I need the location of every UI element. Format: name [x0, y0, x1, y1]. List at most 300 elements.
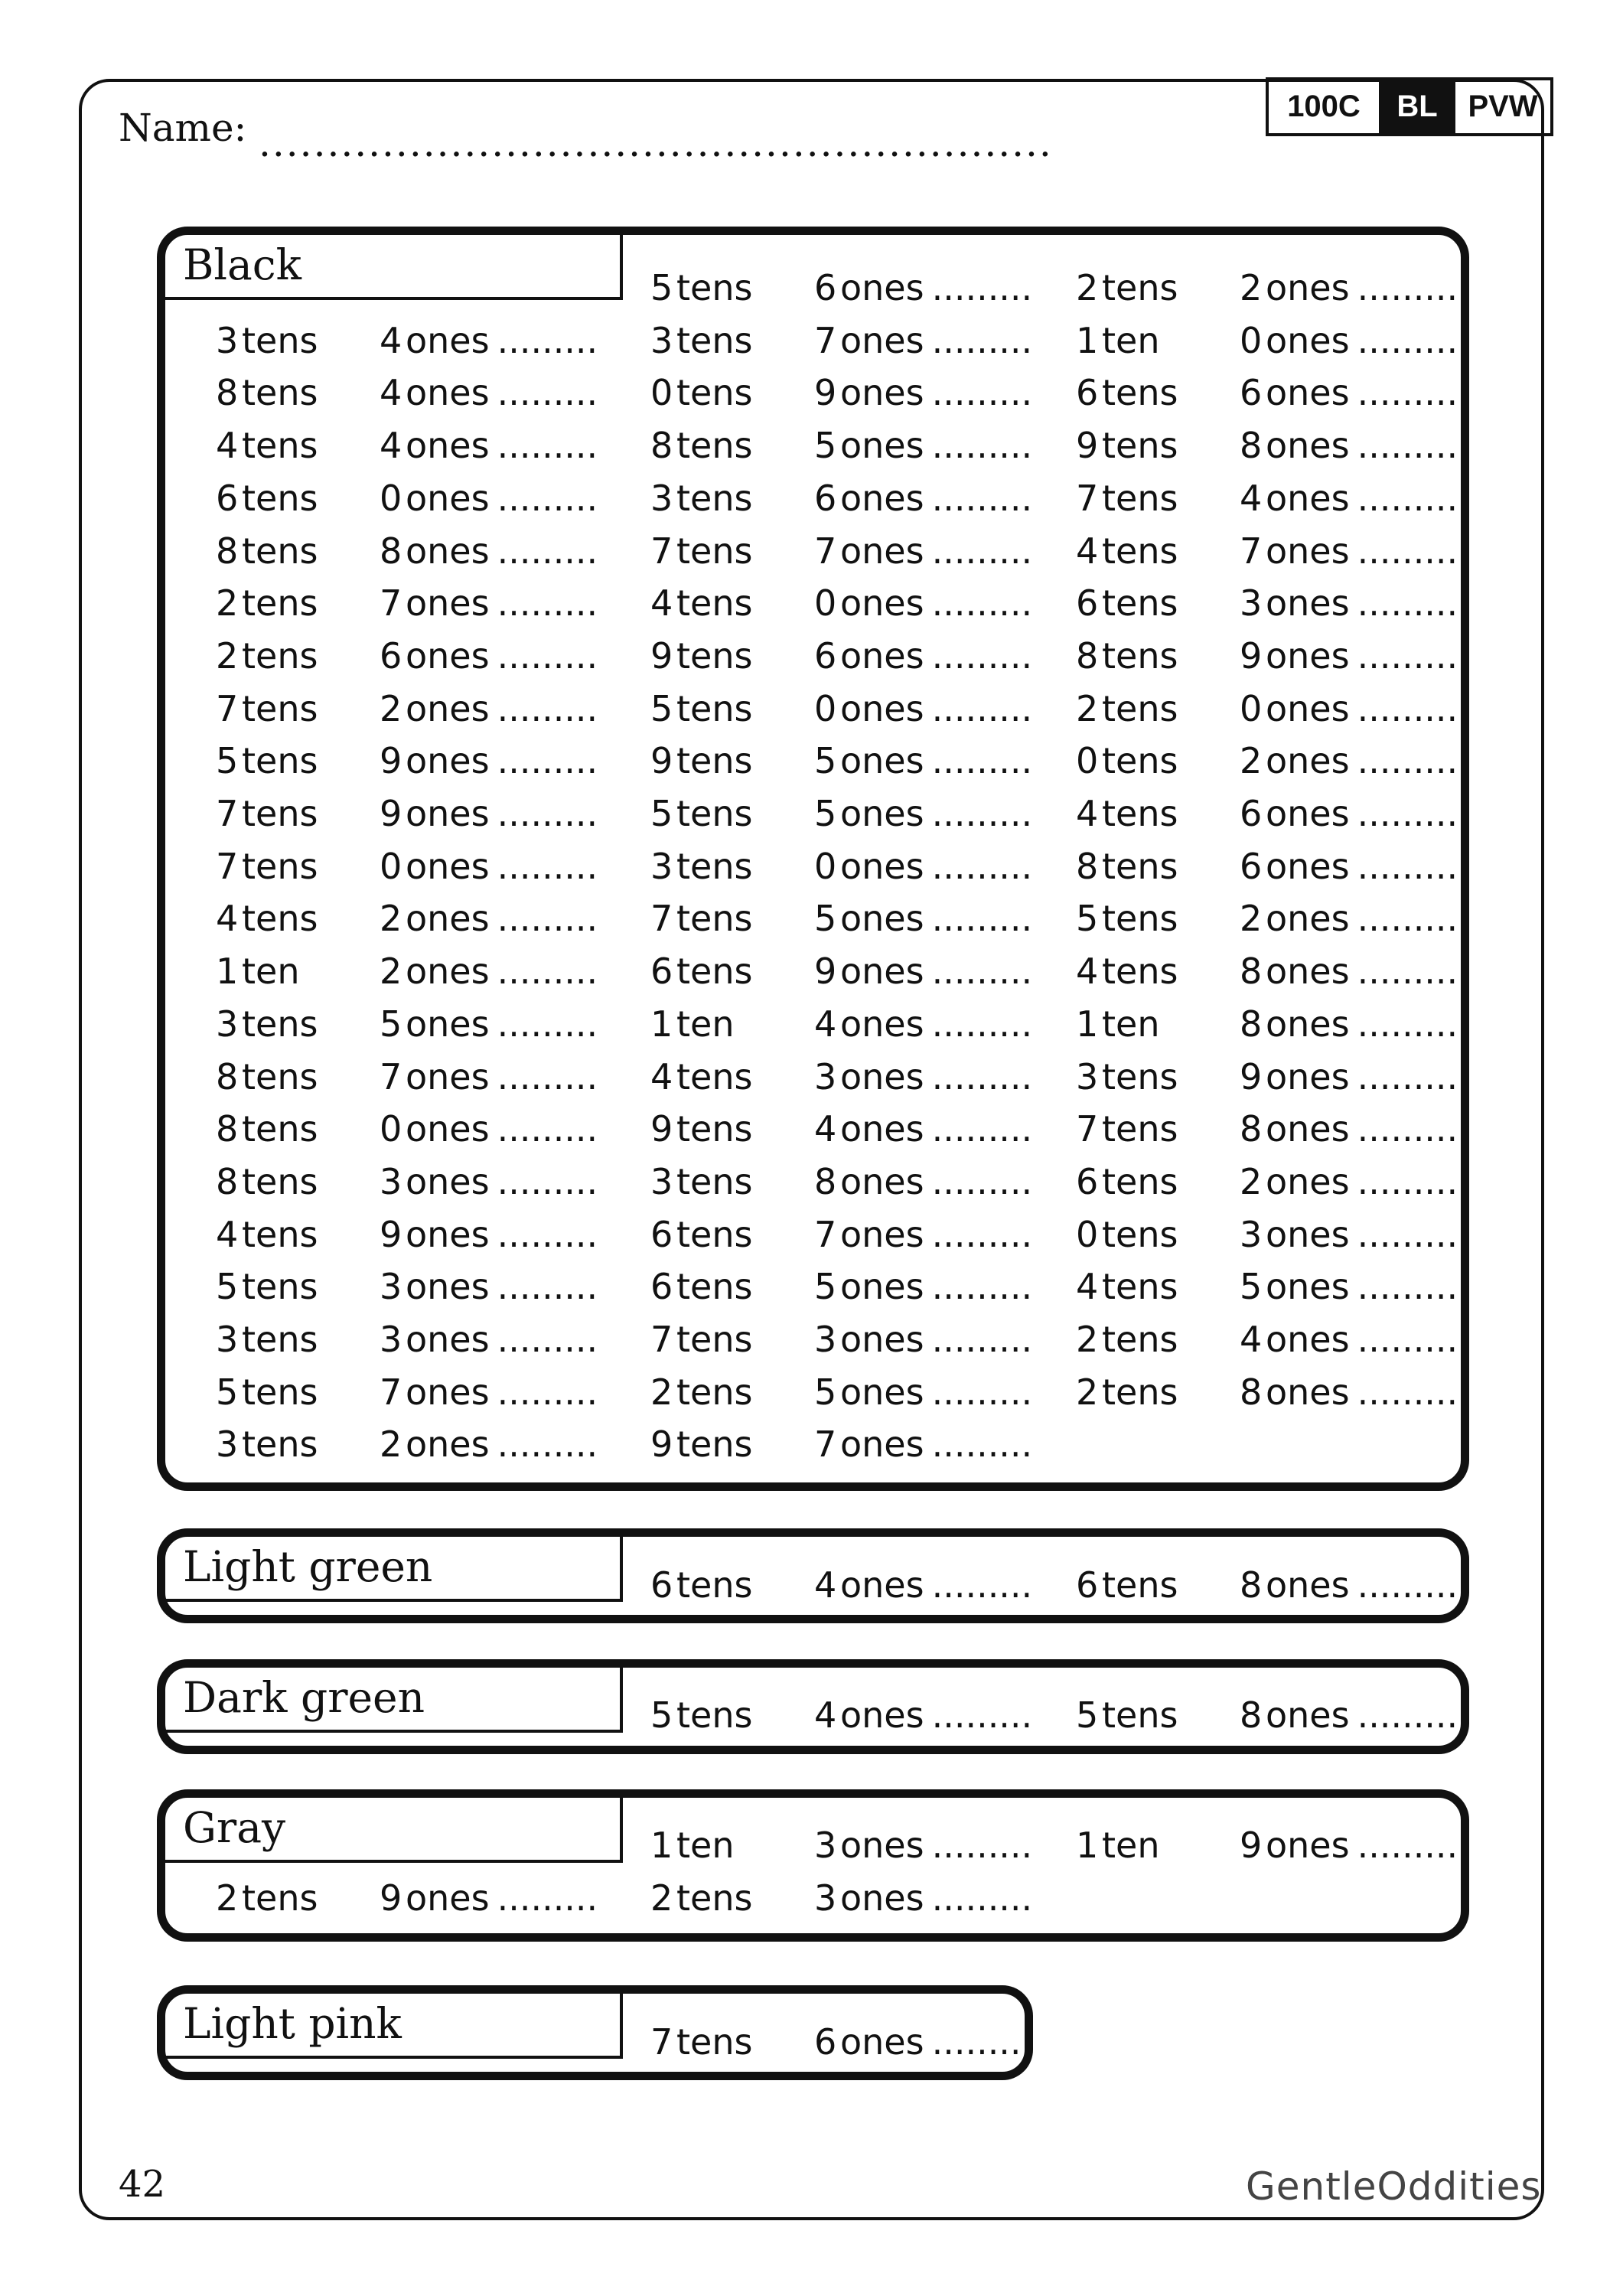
- ones-unit: ones: [840, 1319, 924, 1360]
- ones-digit: 3: [814, 1877, 837, 1919]
- tens-unit: tens: [242, 319, 318, 361]
- answer-blank[interactable]: .........: [497, 372, 598, 414]
- ones-unit: ones: [406, 740, 490, 782]
- tens-unit: tens: [242, 845, 318, 887]
- answer-blank[interactable]: .........: [497, 634, 598, 677]
- ones-unit: ones: [406, 845, 490, 887]
- tens-unit: tens: [1102, 1266, 1178, 1308]
- answer-blank[interactable]: .........: [1357, 1564, 1458, 1606]
- answer-blank[interactable]: .........: [1357, 319, 1458, 361]
- tens-digit: 8: [216, 372, 239, 414]
- tens-unit: tens: [1102, 740, 1178, 782]
- answer-blank[interactable]: .........: [497, 530, 598, 572]
- answer-blank[interactable]: .........: [931, 1266, 1033, 1308]
- answer-blank[interactable]: .........: [1357, 1108, 1458, 1150]
- ones-unit: ones: [840, 425, 924, 467]
- ones-digit: 4: [814, 1564, 837, 1606]
- answer-blank[interactable]: .........: [931, 530, 1033, 572]
- answer-blank[interactable]: .........: [931, 951, 1033, 993]
- tens-digit: 4: [216, 898, 239, 940]
- answer-blank[interactable]: .........: [497, 319, 598, 361]
- ones-unit: ones: [840, 634, 924, 677]
- tens-unit: tens: [676, 425, 753, 467]
- place-value-item: [216, 425, 598, 467]
- ones-unit: ones: [840, 1424, 924, 1466]
- ones-digit: 4: [814, 1003, 837, 1045]
- tens-digit: 5: [650, 687, 673, 729]
- ones-unit: ones: [1266, 1319, 1350, 1360]
- ones-unit: ones: [840, 530, 924, 572]
- section-title: Dark green: [165, 1668, 623, 1733]
- tens-unit: tens: [242, 634, 318, 677]
- answer-blank[interactable]: .........: [497, 1319, 598, 1360]
- tens-digit: 2: [1076, 1319, 1099, 1360]
- tens-unit: tens: [1102, 845, 1178, 887]
- answer-blank[interactable]: .........: [1357, 845, 1458, 887]
- place-value-item: [216, 1877, 598, 1919]
- answer-blank[interactable]: .........: [1357, 1371, 1458, 1413]
- tens-unit: ten: [242, 951, 300, 993]
- tens-unit: tens: [676, 793, 753, 834]
- tens-unit: tens: [1102, 372, 1178, 414]
- answer-blank[interactable]: .........: [497, 1055, 598, 1097]
- answer-blank[interactable]: .........: [931, 1319, 1033, 1360]
- ones-digit: 2: [380, 1424, 402, 1466]
- place-value-item: [1076, 1003, 1458, 1045]
- answer-blank[interactable]: .........: [497, 951, 598, 993]
- ones-digit: 6: [1240, 793, 1263, 834]
- place-value-item: [216, 1319, 598, 1360]
- ones-unit: ones: [840, 1055, 924, 1097]
- place-value-item: [216, 1424, 598, 1466]
- answer-blank[interactable]: .........: [1357, 530, 1458, 572]
- ones-unit: ones: [406, 1003, 490, 1045]
- ones-unit: ones: [406, 530, 490, 572]
- place-value-item: [650, 740, 1033, 782]
- answer-blank[interactable]: .........: [497, 582, 598, 625]
- ones-unit: ones: [406, 1371, 490, 1413]
- ones-unit: ones: [1266, 267, 1350, 308]
- tens-digit: 3: [650, 1160, 673, 1202]
- tens-unit: tens: [1102, 951, 1178, 993]
- tens-unit: tens: [242, 530, 318, 572]
- place-value-item: [216, 687, 598, 729]
- answer-blank[interactable]: .........: [1357, 1266, 1458, 1308]
- answer-blank[interactable]: .........: [1357, 1055, 1458, 1097]
- section-title: Light green: [165, 1537, 623, 1602]
- ones-unit: ones: [406, 1213, 490, 1255]
- ones-digit: 6: [814, 477, 837, 519]
- place-value-item: [650, 477, 1033, 519]
- ones-unit: ones: [840, 319, 924, 361]
- tens-unit: tens: [242, 425, 318, 467]
- ones-digit: 9: [1240, 1825, 1263, 1866]
- place-value-item: [650, 845, 1033, 887]
- tens-unit: tens: [1102, 1160, 1178, 1202]
- answer-blank[interactable]: .........: [931, 425, 1033, 467]
- ones-digit: 2: [1240, 898, 1263, 940]
- tens-digit: 8: [216, 530, 239, 572]
- ones-digit: 0: [814, 582, 837, 625]
- tens-unit: tens: [676, 898, 753, 940]
- ones-unit: ones: [1266, 319, 1350, 361]
- answer-blank[interactable]: .........: [497, 687, 598, 729]
- ones-unit: ones: [406, 319, 490, 361]
- ones-digit: 0: [380, 1108, 402, 1150]
- place-value-item: [216, 1266, 598, 1308]
- tens-unit: tens: [676, 1564, 753, 1606]
- ones-unit: ones: [1266, 1055, 1350, 1097]
- tens-digit: 1: [1076, 1825, 1099, 1866]
- answer-blank[interactable]: .........: [931, 372, 1033, 414]
- tens-digit: 2: [216, 582, 239, 625]
- ones-unit: ones: [406, 951, 490, 993]
- tens-digit: 7: [216, 845, 239, 887]
- answer-blank[interactable]: .........: [931, 267, 1033, 308]
- tens-digit: 6: [1076, 372, 1099, 414]
- place-value-item: [1076, 319, 1458, 361]
- ones-digit: 4: [380, 372, 402, 414]
- answer-blank[interactable]: .........: [931, 845, 1033, 887]
- answer-blank[interactable]: .........: [931, 687, 1033, 729]
- answer-blank[interactable]: .........: [1357, 1319, 1458, 1360]
- ones-digit: 8: [1240, 425, 1263, 467]
- answer-blank[interactable]: .........: [1357, 477, 1458, 519]
- place-value-item: [216, 1108, 598, 1150]
- tens-unit: tens: [1102, 1108, 1178, 1150]
- place-value-item: [1076, 1825, 1458, 1866]
- tens-digit: 1: [1076, 319, 1099, 361]
- tens-unit: ten: [1102, 1003, 1160, 1045]
- answer-blank[interactable]: .........: [1357, 634, 1458, 677]
- ones-digit: 7: [814, 1424, 837, 1466]
- answer-blank[interactable]: .........: [1357, 740, 1458, 782]
- tens-digit: 2: [1076, 687, 1099, 729]
- place-value-item: [650, 319, 1033, 361]
- tens-digit: 8: [216, 1108, 239, 1150]
- tens-digit: 5: [216, 1266, 239, 1308]
- place-value-item: [650, 2021, 1033, 2063]
- tens-unit: tens: [242, 1319, 318, 1360]
- tens-digit: 2: [216, 1877, 239, 1919]
- answer-blank[interactable]: .........: [497, 793, 598, 834]
- tens-digit: 0: [1076, 1213, 1099, 1255]
- place-value-item: [650, 1160, 1033, 1202]
- answer-blank[interactable]: .........: [497, 1003, 598, 1045]
- ones-digit: 5: [814, 1266, 837, 1308]
- ones-digit: 6: [814, 634, 837, 677]
- answer-blank[interactable]: .........: [1357, 582, 1458, 625]
- answer-blank[interactable]: .........: [931, 1160, 1033, 1202]
- tens-unit: tens: [676, 740, 753, 782]
- answer-blank[interactable]: .........: [931, 1694, 1033, 1736]
- place-value-item: [216, 319, 598, 361]
- answer-blank[interactable]: .........: [931, 793, 1033, 834]
- tens-unit: tens: [676, 2021, 753, 2063]
- tens-digit: 9: [1076, 425, 1099, 467]
- tens-digit: 9: [650, 634, 673, 677]
- tens-digit: 3: [216, 1319, 239, 1360]
- answer-blank[interactable]: .........: [497, 1371, 598, 1413]
- answer-blank[interactable]: .........: [931, 740, 1033, 782]
- ones-unit: ones: [406, 1108, 490, 1150]
- place-value-item: [216, 1213, 598, 1255]
- answer-blank[interactable]: .........: [497, 1424, 598, 1466]
- ones-digit: 5: [814, 793, 837, 834]
- tens-digit: 4: [216, 1213, 239, 1255]
- answer-blank[interactable]: .........: [1357, 951, 1458, 993]
- section-title: Gray: [165, 1798, 623, 1863]
- place-value-item: [650, 898, 1033, 940]
- place-value-item: [1076, 1055, 1458, 1097]
- place-value-item: [650, 793, 1033, 834]
- answer-blank[interactable]: .........: [931, 1055, 1033, 1097]
- ones-unit: ones: [840, 582, 924, 625]
- answer-blank[interactable]: .........: [497, 740, 598, 782]
- ones-unit: ones: [406, 477, 490, 519]
- tens-digit: 6: [1076, 1160, 1099, 1202]
- ones-unit: ones: [406, 634, 490, 677]
- answer-blank[interactable]: .........: [1357, 793, 1458, 834]
- tens-digit: 7: [1076, 1108, 1099, 1150]
- tens-digit: 4: [1076, 1266, 1099, 1308]
- tens-digit: 0: [1076, 740, 1099, 782]
- ones-unit: ones: [840, 740, 924, 782]
- answer-blank[interactable]: .........: [931, 1003, 1033, 1045]
- tens-unit: tens: [676, 1877, 753, 1919]
- answer-blank[interactable]: .........: [931, 1564, 1033, 1606]
- ones-unit: ones: [840, 1825, 924, 1866]
- tens-unit: tens: [242, 1424, 318, 1466]
- tens-digit: 2: [650, 1371, 673, 1413]
- answer-blank[interactable]: .........: [1357, 267, 1458, 308]
- answer-blank[interactable]: .........: [931, 1213, 1033, 1255]
- ones-digit: 2: [1240, 1160, 1263, 1202]
- place-value-item: [1076, 1160, 1458, 1202]
- place-value-item: [650, 1694, 1033, 1736]
- answer-blank[interactable]: .........: [497, 477, 598, 519]
- ones-unit: ones: [406, 898, 490, 940]
- tens-digit: 4: [1076, 793, 1099, 834]
- tens-digit: 5: [650, 267, 673, 308]
- ones-digit: 3: [1240, 1213, 1263, 1255]
- answer-blank[interactable]: .........: [931, 634, 1033, 677]
- answer-blank[interactable]: .........: [931, 1825, 1033, 1866]
- answer-blank[interactable]: .........: [1357, 372, 1458, 414]
- ones-unit: ones: [840, 1003, 924, 1045]
- tens-digit: 1: [1076, 1003, 1099, 1045]
- answer-blank[interactable]: .........: [497, 425, 598, 467]
- tens-digit: 4: [216, 425, 239, 467]
- place-value-item: [1076, 477, 1458, 519]
- tens-unit: tens: [242, 687, 318, 729]
- tens-unit: tens: [242, 1055, 318, 1097]
- ones-unit: ones: [1266, 951, 1350, 993]
- answer-blank[interactable]: .........: [497, 845, 598, 887]
- ones-digit: 5: [814, 898, 837, 940]
- tens-digit: 2: [1076, 267, 1099, 308]
- tens-unit: tens: [1102, 267, 1178, 308]
- tens-unit: tens: [242, 1877, 318, 1919]
- tens-digit: 6: [216, 477, 239, 519]
- place-value-item: [1076, 951, 1458, 993]
- ones-digit: 7: [814, 319, 837, 361]
- ones-unit: ones: [406, 1266, 490, 1308]
- ones-unit: ones: [406, 1424, 490, 1466]
- tens-unit: tens: [1102, 530, 1178, 572]
- tag-100c: 100C: [1287, 90, 1361, 123]
- tens-digit: 7: [650, 898, 673, 940]
- answer-blank[interactable]: .........: [931, 1108, 1033, 1150]
- answer-blank[interactable]: .........: [931, 319, 1033, 361]
- answer-blank[interactable]: .........: [931, 477, 1033, 519]
- tens-digit: 6: [1076, 1564, 1099, 1606]
- place-value-item: [650, 1055, 1033, 1097]
- place-value-item: [650, 425, 1033, 467]
- tens-unit: tens: [1102, 1319, 1178, 1360]
- ones-digit: 0: [1240, 687, 1263, 729]
- ones-digit: 8: [1240, 1694, 1263, 1736]
- place-value-item: [650, 1003, 1033, 1045]
- place-value-item: [650, 951, 1033, 993]
- answer-blank[interactable]: .........: [1357, 898, 1458, 940]
- tens-digit: 3: [650, 319, 673, 361]
- place-value-item: [216, 1003, 598, 1045]
- tens-digit: 5: [1076, 898, 1099, 940]
- place-value-item: [1076, 898, 1458, 940]
- tens-unit: tens: [676, 1108, 753, 1150]
- ones-digit: 5: [380, 1003, 402, 1045]
- ones-digit: 2: [380, 951, 402, 993]
- answer-blank[interactable]: .........: [931, 2021, 1033, 2063]
- ones-digit: 9: [380, 740, 402, 782]
- tens-digit: 7: [650, 1319, 673, 1360]
- ones-unit: ones: [1266, 1266, 1350, 1308]
- name-field[interactable]: ..........................................................: [259, 121, 1053, 165]
- tens-digit: 2: [216, 634, 239, 677]
- tens-unit: tens: [242, 793, 318, 834]
- ones-unit: ones: [1266, 1371, 1350, 1413]
- answer-blank[interactable]: .........: [497, 1266, 598, 1308]
- tens-unit: tens: [676, 1266, 753, 1308]
- tens-unit: tens: [242, 1266, 318, 1308]
- tens-unit: tens: [676, 319, 753, 361]
- ones-digit: 4: [1240, 1319, 1263, 1360]
- section-title: Black: [165, 235, 623, 300]
- answer-blank[interactable]: .........: [497, 1160, 598, 1202]
- tens-unit: tens: [676, 634, 753, 677]
- name-label: Name:: [119, 106, 247, 150]
- brand-logo: GentleOddities: [1246, 2164, 1542, 2209]
- answer-blank[interactable]: .........: [1357, 1694, 1458, 1736]
- tens-digit: 8: [1076, 634, 1099, 677]
- ones-unit: ones: [1266, 898, 1350, 940]
- tens-digit: 3: [216, 1003, 239, 1045]
- place-value-item: [216, 1160, 598, 1202]
- section-title: Light pink: [165, 1994, 623, 2059]
- tens-unit: tens: [676, 372, 753, 414]
- tens-digit: 6: [1076, 582, 1099, 625]
- answer-blank[interactable]: .........: [497, 898, 598, 940]
- place-value-item: [1076, 845, 1458, 887]
- ones-unit: ones: [1266, 793, 1350, 834]
- answer-blank[interactable]: .........: [1357, 1825, 1458, 1866]
- answer-blank[interactable]: .........: [1357, 687, 1458, 729]
- answer-blank[interactable]: .........: [1357, 1213, 1458, 1255]
- answer-blank[interactable]: .........: [1357, 425, 1458, 467]
- answer-blank[interactable]: .........: [931, 898, 1033, 940]
- ones-unit: ones: [406, 1319, 490, 1360]
- ones-digit: 9: [1240, 634, 1263, 677]
- answer-blank[interactable]: .........: [931, 1371, 1033, 1413]
- tens-unit: tens: [676, 845, 753, 887]
- ones-digit: 8: [1240, 1564, 1263, 1606]
- ones-unit: ones: [1266, 845, 1350, 887]
- place-value-item: [216, 372, 598, 414]
- answer-blank[interactable]: .........: [931, 1424, 1033, 1466]
- ones-digit: 7: [380, 582, 402, 625]
- place-value-item: [650, 1564, 1033, 1606]
- place-value-item: [650, 1319, 1033, 1360]
- ones-unit: ones: [840, 372, 924, 414]
- place-value-item: [216, 793, 598, 834]
- ones-digit: 5: [814, 425, 837, 467]
- ones-unit: ones: [1266, 425, 1350, 467]
- ones-unit: ones: [406, 372, 490, 414]
- tens-unit: tens: [242, 582, 318, 625]
- tens-unit: tens: [1102, 477, 1178, 519]
- tens-unit: ten: [1102, 1825, 1160, 1866]
- tens-unit: tens: [1102, 1371, 1178, 1413]
- tens-digit: 8: [1076, 845, 1099, 887]
- place-value-item: [216, 898, 598, 940]
- ones-unit: ones: [840, 2021, 924, 2063]
- tens-unit: tens: [676, 1055, 753, 1097]
- tens-digit: 1: [650, 1825, 673, 1866]
- ones-unit: ones: [840, 898, 924, 940]
- ones-digit: 0: [380, 845, 402, 887]
- place-value-item: [216, 740, 598, 782]
- answer-blank[interactable]: .........: [497, 1108, 598, 1150]
- ones-digit: 3: [380, 1266, 402, 1308]
- answer-blank[interactable]: .........: [931, 582, 1033, 625]
- tens-digit: 2: [1076, 1371, 1099, 1413]
- tens-unit: tens: [1102, 898, 1178, 940]
- tens-unit: tens: [242, 1213, 318, 1255]
- place-value-item: [216, 1371, 598, 1413]
- place-value-item: [216, 1055, 598, 1097]
- ones-digit: 7: [814, 530, 837, 572]
- ones-digit: 0: [814, 687, 837, 729]
- ones-digit: 6: [1240, 372, 1263, 414]
- ones-digit: 5: [814, 740, 837, 782]
- tens-digit: 6: [650, 1564, 673, 1606]
- ones-unit: ones: [840, 1160, 924, 1202]
- answer-blank[interactable]: .........: [497, 1877, 598, 1919]
- answer-blank[interactable]: .........: [931, 1877, 1033, 1919]
- ones-digit: 6: [814, 267, 837, 308]
- tens-unit: tens: [676, 1160, 753, 1202]
- answer-blank[interactable]: .........: [1357, 1160, 1458, 1202]
- tens-digit: 1: [216, 951, 239, 993]
- ones-digit: 2: [380, 898, 402, 940]
- level-tags: [1266, 77, 1553, 136]
- ones-digit: 4: [1240, 477, 1263, 519]
- answer-blank[interactable]: .........: [1357, 1003, 1458, 1045]
- answer-blank[interactable]: .........: [497, 1213, 598, 1255]
- tens-digit: 7: [216, 793, 239, 834]
- tens-digit: 5: [650, 793, 673, 834]
